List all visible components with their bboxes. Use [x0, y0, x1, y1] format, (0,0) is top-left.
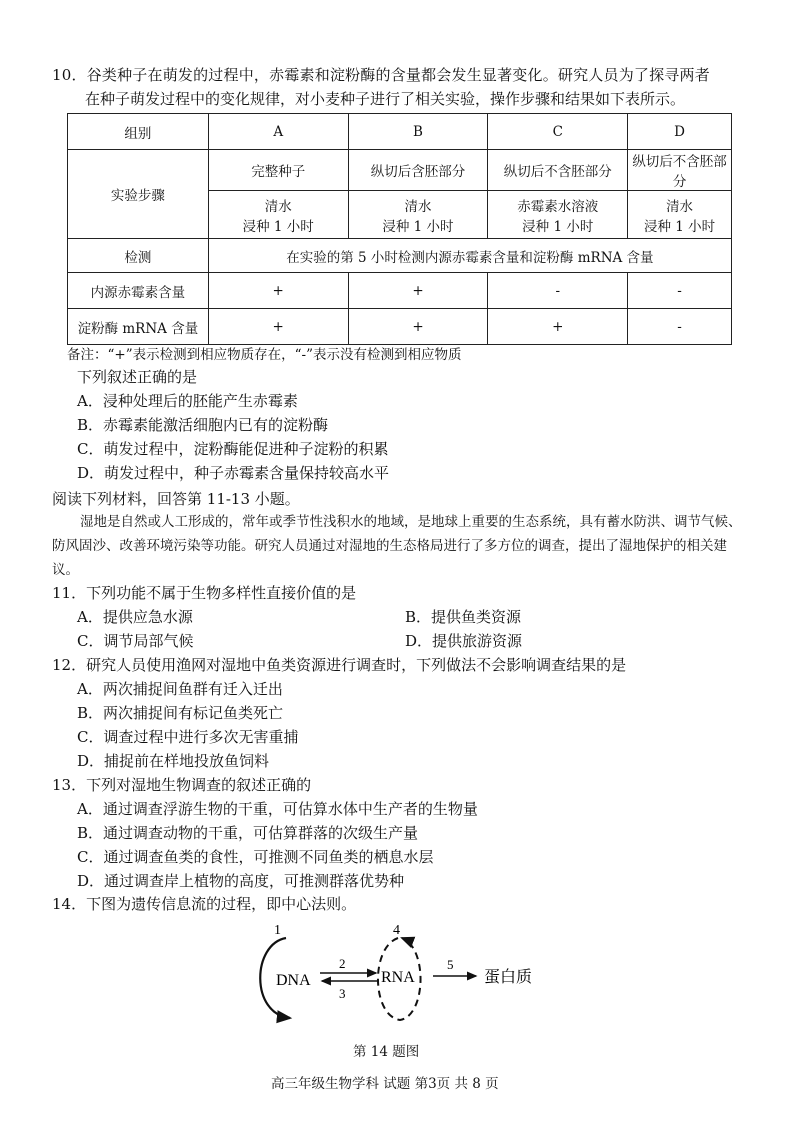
reading-intro: 阅读下列材料，回答第 11-13 小题。 — [52, 490, 300, 508]
ga-d: - — [628, 273, 732, 309]
soak-d — [628, 191, 732, 239]
soak-solution-c: 赤霉素水溶液 — [517, 198, 599, 215]
q11-option-c: C．调节局部气候 — [77, 632, 194, 650]
soak-c — [488, 191, 628, 239]
group-a: A — [208, 114, 348, 150]
protein-label: 蛋白质 — [484, 967, 533, 986]
soak-b — [348, 191, 488, 239]
material-b: 纵切后含胚部分 — [348, 150, 488, 191]
ga-c: - — [488, 273, 628, 309]
q10-option-d: D．萌发过程中，种子赤霉素含量保持较高水平 — [77, 464, 390, 482]
q11-option-b: B．提供鱼类资源 — [405, 608, 522, 626]
q10-stem-line1: 10．谷类种子在萌发的过程中，赤霉素和淀粉酶的含量都会发生显著变化。研究人员为了探寻两者 — [52, 66, 710, 84]
q13-option-b: B．通过调查动物的干重，可估算群落的次级生产量 — [77, 824, 419, 842]
q12-option-d: D．捕捉前在样地投放鱼饲料 — [77, 752, 270, 770]
mrna-label: 淀粉酶 mRNA 含量 — [68, 309, 209, 345]
q11-stem: 11．下列功能不属于生物多样性直接价值的是 — [52, 584, 357, 602]
header-label: 组别 — [68, 114, 209, 150]
q12-option-a: A．两次捕捉间鱼群有迁入迁出 — [77, 680, 283, 698]
q10-lead: 下列叙述正确的是 — [77, 368, 198, 386]
table-row — [68, 273, 732, 309]
q11-option-d: D．提供旅游资源 — [405, 632, 523, 650]
group-b: B — [348, 114, 488, 150]
mrna-a: + — [208, 309, 348, 345]
table-row — [68, 309, 732, 345]
soak-solution-a: 清水 — [264, 198, 292, 215]
reading-material: 湿地是自然或人工形成的，常年或季节性浅积水的地域，是地球上重要的生态系统，具有蓄水防洪、调节气候、防风固沙、改善环境污染等功能。研究人员通过对湿地的生态格局进行了多方位的调查，提出了湿地保护的相关建议。 — [52, 514, 742, 578]
table-row — [68, 150, 732, 191]
mrna-d: - — [628, 309, 732, 345]
q12-option-b: B．两次捕捉间有标记鱼类死亡 — [77, 704, 284, 722]
rna-label: RNA — [381, 969, 415, 986]
mrna-c: + — [488, 309, 628, 345]
table-row — [68, 114, 732, 150]
soak-time-a: 浸种 1 小时 — [242, 218, 314, 235]
soak-time-b: 浸种 1 小时 — [382, 218, 454, 235]
q11-option-a: A．提供应急水源 — [77, 608, 193, 626]
soak-time-d: 浸种 1 小时 — [643, 218, 716, 235]
q12-option-c: C．调查过程中进行多次无害重捕 — [77, 728, 299, 746]
table-row — [68, 239, 732, 273]
central-dogma-diagram — [250, 918, 550, 1030]
figure-caption: 第 14 题图 — [353, 1044, 420, 1060]
material-c: 纵切后不含胚部分 — [488, 150, 628, 191]
steps-label: 实验步骤 — [68, 150, 209, 239]
table-note: 备注：“+”表示检测到相应物质存在，“-”表示没有检测到相应物质 — [67, 347, 462, 363]
ga-b: + — [348, 273, 488, 309]
q13-option-c: C．通过调查鱼类的食性，可推测不同鱼类的栖息水层 — [77, 848, 434, 866]
q10-stem-line2: 在种子萌发过程中的变化规律，对小麦种子进行了相关实验，操作步骤和结果如下表所示。 — [85, 90, 686, 108]
page-footer: 高三年级生物学科 试题 第3页 共 8 页 — [271, 1076, 499, 1092]
label-1: 1 — [274, 923, 281, 938]
q10-option-b: B．赤霉素能激活细胞内已有的淀粉酶 — [77, 416, 329, 434]
detect-text: 在实验的第 5 小时检测内源赤霉素含量和淀粉酶 mRNA 含量 — [208, 239, 731, 273]
material-a: 完整种子 — [208, 150, 348, 191]
label-4: 4 — [393, 923, 400, 938]
q13-stem: 13．下列对湿地生物调查的叙述正确的 — [52, 776, 312, 794]
label-2: 2 — [339, 956, 346, 971]
q14-stem: 14．下图为遗传信息流的过程，即中心法则。 — [52, 895, 357, 913]
soak-solution-b: 清水 — [404, 198, 432, 215]
q13-option-a: A．通过调查浮游生物的干重，可估算水体中生产者的生物量 — [77, 800, 478, 818]
experiment-table — [67, 113, 732, 345]
q13-option-d: D．通过调查岸上植物的高度，可推测群落优势种 — [77, 872, 405, 890]
ga-a: + — [208, 273, 348, 309]
detect-label: 检测 — [68, 239, 209, 273]
dna-label: DNA — [276, 972, 311, 989]
label-5: 5 — [447, 957, 454, 972]
soak-solution-d: 清水 — [666, 198, 694, 215]
ga-label: 内源赤霉素含量 — [68, 273, 209, 309]
q10-option-a: A．浸种处理后的胚能产生赤霉素 — [77, 392, 298, 410]
q12-stem: 12．研究人员使用渔网对湿地中鱼类资源进行调查时，下列做法不会影响调查结果的是 — [52, 656, 627, 674]
mrna-b: + — [348, 309, 488, 345]
group-c: C — [488, 114, 628, 150]
q10-option-c: C．萌发过程中，淀粉酶能促进种子淀粉的积累 — [77, 440, 389, 458]
soak-time-c: 浸种 1 小时 — [522, 218, 594, 235]
label-3: 3 — [339, 986, 346, 1001]
group-d: D — [628, 114, 732, 150]
soak-a — [208, 191, 348, 239]
material-d: 纵切后不含胚部分 — [628, 150, 732, 191]
